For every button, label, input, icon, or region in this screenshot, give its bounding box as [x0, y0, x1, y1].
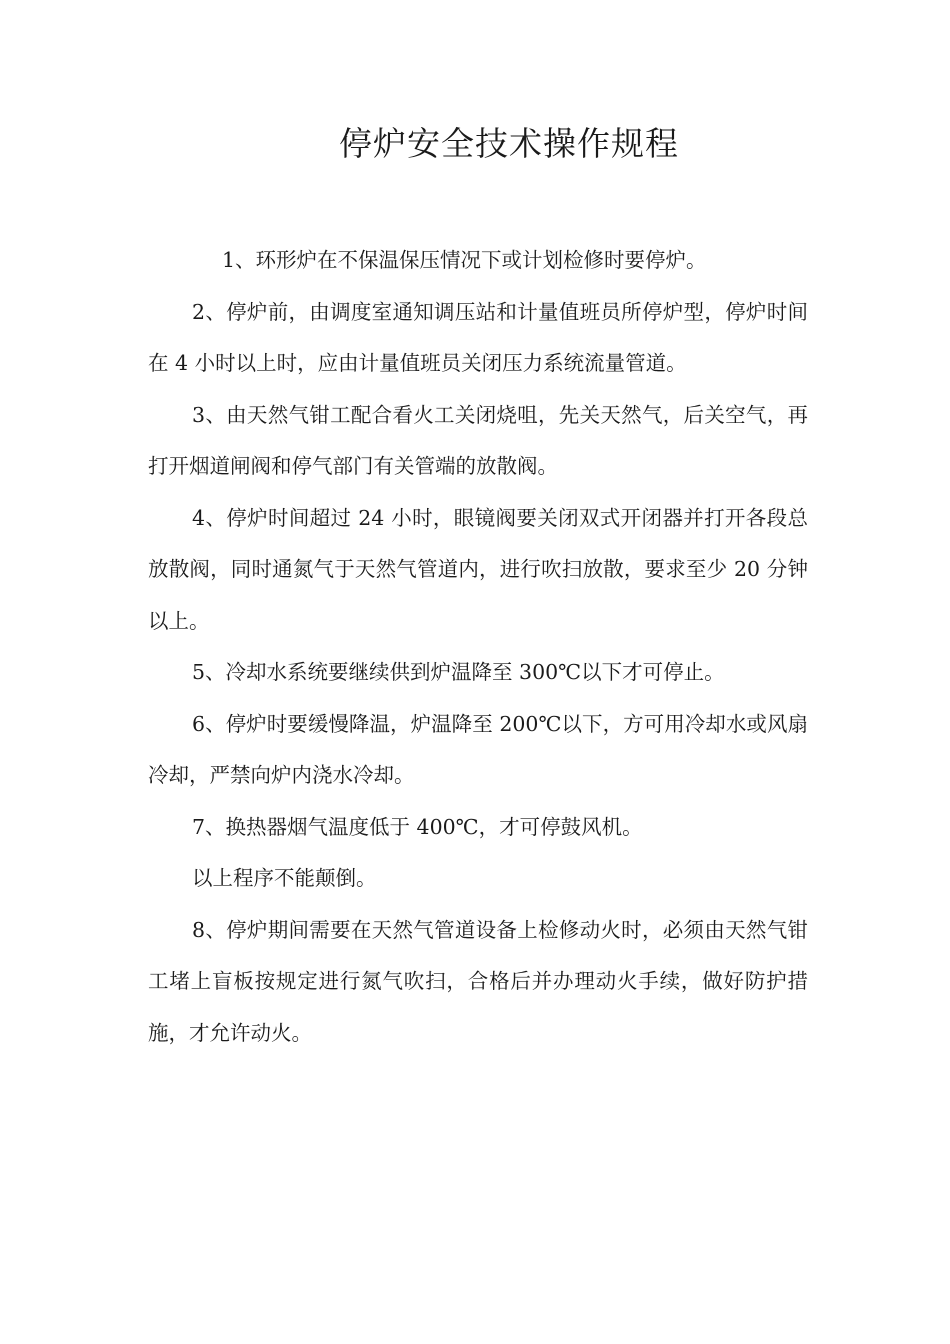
paragraph-note: 以上程序不能颠倒。 — [192, 866, 377, 890]
paragraph-2: 2、停炉前，由调度室通知调压站和计量值班员所停炉型，停炉时间在 4 小时以上时，应由计量值班员关闭压力系统流量管道。 — [148, 299, 808, 375]
paragraph-8: 8、停炉期间需要在天然气管道设备上检修动火时，必须由天然气钳工堵上盲板按规定进行氮气吹扫，合格后并办理动火手续，做好防护措施，才允许动火。 — [148, 917, 808, 1045]
paragraph-3: 3、由天然气钳工配合看火工关闭烧咀，先关天然气，后关空气，再打开烟道闸阀和停气部门有关管端的放散阀。 — [148, 402, 808, 478]
paragraph-5: 5、冷却水系统要继续供到炉温降至 300℃以下才可停止。 — [192, 660, 725, 684]
paragraph-4: 4、停炉时间超过 24 小时，眼镜阀要关闭双式开闭器并打开各段总放散阀，同时通氮气于天然气管道内，进行吹扫放散，要求至少 20 分钟以上。 — [148, 505, 808, 633]
paragraph-1: 1、环形炉在不保温保压情况下或计划检修时要停炉。 — [222, 248, 707, 272]
paragraph-6: 6、停炉时要缓慢降温，炉温降至 200℃以下，方可用冷却水或风扇冷却，严禁向炉内浇水冷却。 — [148, 711, 808, 787]
paragraph-7: 7、换热器烟气温度低于 400℃，才可停鼓风机。 — [192, 814, 643, 839]
document-title: 停炉安全技术操作规程 — [339, 124, 679, 163]
document-body — [148, 235, 808, 1059]
